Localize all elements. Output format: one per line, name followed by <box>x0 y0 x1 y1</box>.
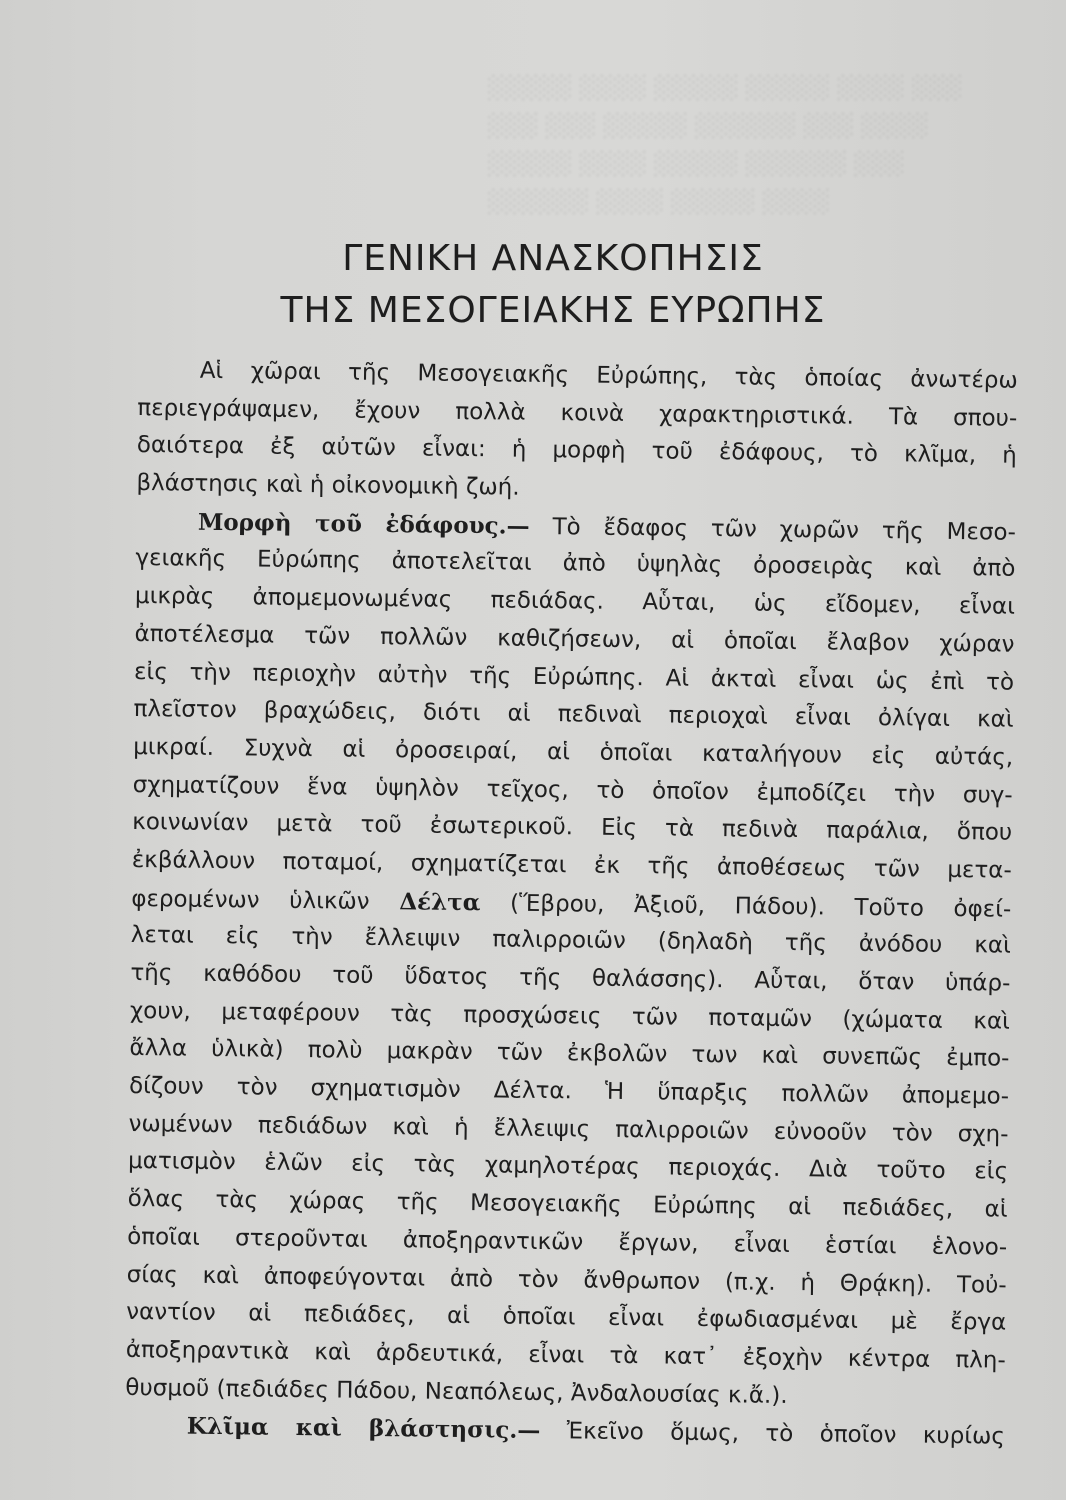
text-line: ναντίον αἱ πεδιάδες, αἱ ὁποῖαι εἶναι ἐφωδιασμέναι μὲ ἔργα <box>126 1299 1007 1336</box>
text-line: γειακῆς Εὐρώπης ἀποτελεῖται ἀπὸ ὑψηλὰς ὀροσειρὰς καὶ ἀπὸ <box>135 545 1016 583</box>
title-line-2: ΤΗΣ ΜΕΣΟΓΕΙΑΚΗΣ ΕΥΡΩΠΗΣ <box>280 290 826 331</box>
text-line: σχηματίζουν ἕνα ὑψηλὸν τεῖχος, τὸ ὁποῖον ἐμποδίζει τὴν συγ- <box>132 771 1013 809</box>
text-line: ἄλλα ὑλικὰ) πολὺ μακρὰν τῶν ἐκβολῶν των καὶ συνεπῶς ἐμπο- <box>129 1035 1010 1073</box>
text-line: μικραί. Συχνὰ αἱ ὀροσειραί, αἱ ὁποῖαι καταλήγουν εἰς αὐτάς, <box>133 733 1014 771</box>
text-line: ἀποξηραντικὰ καὶ ἀρδευτικά, εἶναι τὰ κατ᾽ ἐξοχὴν κέντρα πλη- <box>125 1336 1006 1374</box>
text-line: βλάστησις καὶ ἡ οἰκονομικὴ ζωή. <box>136 470 520 501</box>
text-fragment: Τὸ ἔδαφος τῶν χωρῶν τῆς Μεσο- <box>552 513 1017 546</box>
title-line-1: ΓΕΝΙΚΗ ΑΝΑΣΚΟΠΗΣΙΣ <box>342 238 764 279</box>
text-line: ἀποτέλεσμα τῶν πολλῶν καθιζήσεων, αἱ ὁποῖαι ἔλαβον χώραν <box>134 620 1015 658</box>
text-line: ὅλας τὰς χώρας τῆς Μεσογειακῆς Εὐρώπης αἱ πεδιάδες, αἱ <box>127 1186 1008 1223</box>
text-line: νωμένων πεδιάδων καὶ ἡ ἔλλειψις παλιρροιῶν εὐνοοῦν τὸν σχη- <box>128 1110 1009 1148</box>
text-line: δαιότερα ἐξ αὐτῶν εἶναι: ἡ μορφὴ τοῦ ἐδάφους, τὸ κλῖμα, ἡ <box>136 432 1017 470</box>
text-line: πλεῖστον βραχώδεις, διότι αἱ πεδιναὶ περιοχαὶ εἶναι ὀλίγαι καὶ <box>133 696 1014 733</box>
body-text <box>125 352 1018 1456</box>
text-line: ὁποῖαι στεροῦνται ἀποξηραντικῶν ἔργων, εἶναι ἑστίαι ἑλονο- <box>127 1223 1008 1261</box>
show-through-text: ░░░ ░░░░ ░░░░░ ░░░░░ ░░░░ ░░░░░ ░░░░ ░░░ ░░░░░░ ░░░░░ ░░░ ░░░ ░░░ ░░░░░░ ░░░░░ ░░░░ ░░░░░ ░░░░ ░░░░░ ░░░░ ░░░░░░ <box>486 76 961 215</box>
text-line: λεται εἰς τὴν ἔλλειψιν παλιρροιῶν (δηλαδὴ τῆς ἀνόδου καὶ <box>130 922 1011 960</box>
text-line: ἐκβάλλουν ποταμοί, σχηματίζεται ἐκ τῆς ἀποθέσεως τῶν μετα- <box>131 846 1012 884</box>
text-line: Αἱ χῶραι τῆς Μεσογειακῆς Εὐρώπης, τὰς ὁποίας ἀνωτέρω <box>199 357 1018 394</box>
delta-bold-term: Δέλτα <box>399 887 481 916</box>
text-fragment: (Ἕβρου, Ἀξιοῦ, Πάδου). Τοῦτο ὀφεί- <box>509 890 1012 923</box>
text-line: θυσμοῦ (πεδιάδες Πάδου, Νεαπόλεως, Ἀνδαλουσίας κ.ἄ.). <box>125 1374 788 1409</box>
text-fragment: φερομένων ὑλικῶν <box>131 885 370 915</box>
section-heading-morfi: Μορφὴ τοῦ ἐδάφους.— <box>197 508 530 540</box>
text-fragment: Ἐκεῖνο ὅμως, τὸ ὁποῖον κυρίως <box>566 1418 1005 1450</box>
text-line: τῆς καθόδου τοῦ ὕδατος τῆς θαλάσσης). Αὗται, ὅταν ὑπάρ- <box>130 959 1011 997</box>
section-heading-klima: Κλῖμα καὶ βλάστησις.— <box>186 1412 541 1445</box>
text-line: δίζουν τὸν σχηματισμὸν Δέλτα. Ἡ ὕπαρξις πολλῶν ἀπομεμο- <box>128 1073 1010 1110</box>
text-line: σίας καὶ ἀποφεύγονται ἀπὸ τὸν ἄνθρωπον (π.χ. ἡ Θρᾴκη). Τοὐ- <box>126 1261 1007 1299</box>
text-line: εἰς τὴν περιοχὴν αὐτὴν τῆς Εὐρώπης. Αἱ ἀκταὶ εἶναι ὡς ἐπὶ τὸ <box>133 658 1015 696</box>
text-line: χουν, μεταφέρουν τὰς προσχώσεις τῶν ποταμῶν (χώματα καὶ <box>129 997 1011 1035</box>
text-line: περιεγράψαμεν, ἔχουν πολλὰ κοινὰ χαρακτηριστικά. Τὰ σπου- <box>137 394 1018 432</box>
text-line: μικρὰς ἀπομεμονωμένας πεδιάδας. Αὗται, ὡς εἴδομεν, εἶναι <box>134 583 1016 620</box>
text-line: ματισμὸν ἑλῶν εἰς τὰς χαμηλοτέρας περιοχάς. Διὰ τοῦτο εἰς <box>127 1148 1009 1186</box>
text-line: κοινωνίαν μετὰ τοῦ ἐσωτερικοῦ. Εἰς τὰ πεδινὰ παράλια, ὅπου <box>132 809 1013 846</box>
